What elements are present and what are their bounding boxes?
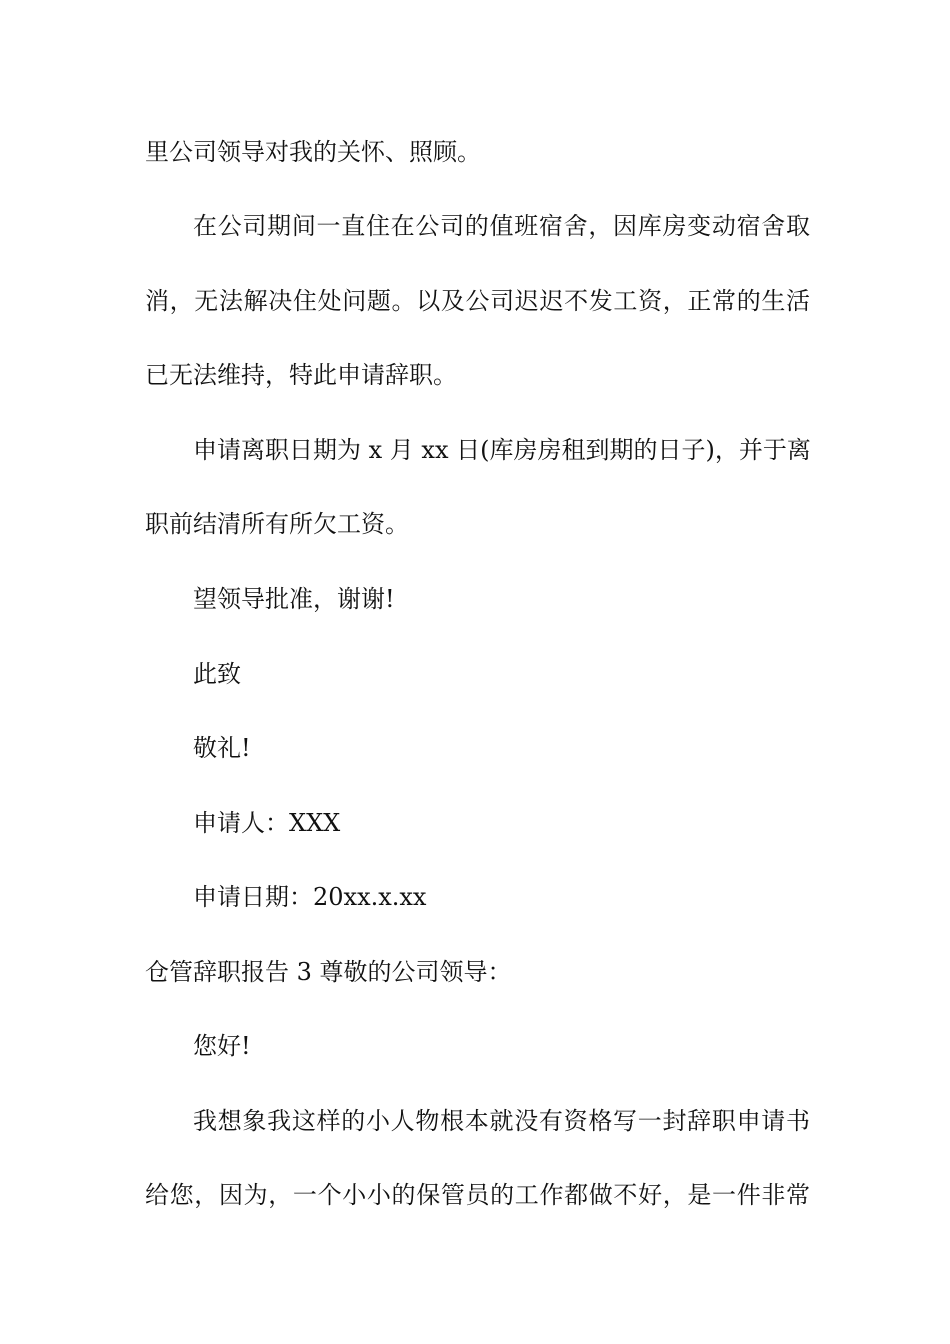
text-line-5: 申请离职日期为 x 月 xx 日(库房房租到期的日子)，并于离 [193, 436, 811, 464]
text-line-13: 您好! [193, 1032, 251, 1060]
text-line-15: 给您，因为，一个小小的保管员的工作都做不好，是一件非常 [145, 1181, 810, 1209]
text-line-6: 职前结清所有所欠工资。 [145, 510, 409, 538]
text-line-10: 申请人：XXX [193, 809, 341, 837]
text-line-8: 此致 [193, 660, 241, 688]
text-line-7: 望领导批准，谢谢! [193, 585, 395, 613]
text-line-14: 我想象我这样的小人物根本就没有资格写一封辞职申请书 [193, 1107, 810, 1135]
text-line-4: 已无法维持，特此申请辞职。 [145, 361, 457, 389]
text-line-1: 里公司领导对我的关怀、照顾。 [145, 138, 481, 166]
text-line-3: 消，无法解决住处问题。以及公司迟迟不发工资，正常的生活 [145, 287, 810, 315]
text-line-9: 敬礼! [193, 734, 251, 762]
text-line-11: 申请日期：20xx.x.xx [193, 883, 427, 911]
text-line-12: 仓管辞职报告 3 尊敬的公司领导： [145, 958, 512, 986]
text-line-2: 在公司期间一直住在公司的值班宿舍，因库房变动宿舍取 [193, 212, 810, 240]
